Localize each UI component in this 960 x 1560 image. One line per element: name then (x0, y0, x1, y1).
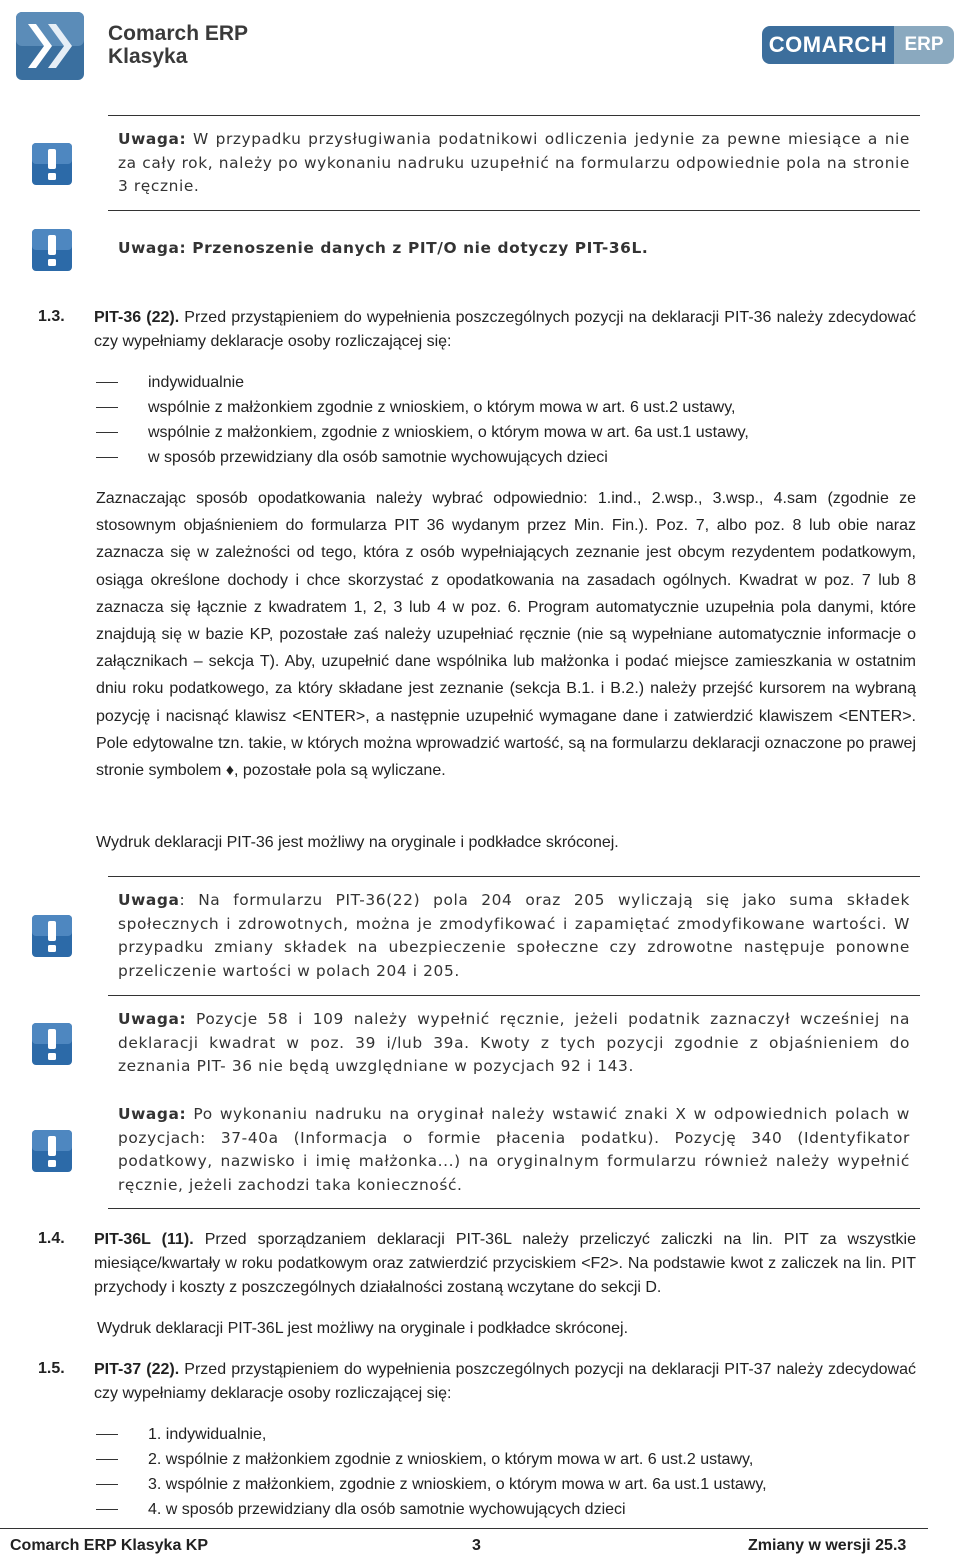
note-divider (108, 210, 920, 211)
warning-exclamation-icon (28, 912, 76, 960)
print-info: Wydruk deklaracji PIT-36L jest możliwy na oryginale i podkładce skróconej. (97, 1320, 629, 1337)
note-pit-o-transfer: Uwaga: Przenoszenie danych z PIT/O nie dotyczy PIT-36L. (118, 239, 649, 257)
section-body-paragraph: Zaznaczając sposób opodatkowania należy wybrać odpowiednio: 1.ind., 2.wsp., 3.wsp., 4.sam (zgodnie ze stosownym objaśnieniem do formularza PIT 36 wydanym przez Min. Fin.). Poz. 7, albo poz. 8 lub obie naraz zaznacza się w zależności od tego, która z osób wypełniających zeznanie jest obcym rezydentem podatkowym, osiąga określone dochody i chce skorzystać z opodatkowania na zasadach ogólnych. Kwadrat w poz. 7 lub 8 zaznacza się łącznie z kwadratem 1, 2, 3 lub 4 w poz. 6. Program automatycznie uzupełnia pola danymi, które znajdują się w bazie KP, pozostałe zaś należy uzupełniać ręcznie (nie są wypełniane automatycznie informacje o załącznikach – sekcja T). Aby, uzupełnić dane wspólnika lub małżonka i podać miejsce zamieszkania w ostatnim dniu roku podatkowego, za który składane jest zeznanie (sekcja B.1. i B.2.) należy przejść kursorem na wybraną pozycję i nacisnąć klawisz <ENTER>, a następnie uzupełnić wymagane dane i zatwierdzić klawiszem <ENTER>. Pole edytowalne tzn. takie, w których można wprowadzić wartość, są na formularzu deklaracji oznaczone po prawej stronie symbolem ♦, pozostałe pola są wyliczane. (96, 490, 916, 780)
note-divider (108, 115, 920, 116)
product-logo-text: Comarch ERP Klasyka (108, 22, 249, 68)
comarch-erp-brand-logo: COMARCH ERP (762, 26, 954, 64)
note-divider (108, 876, 920, 877)
footer-version: Zmiany w wersji 25.3 (748, 1537, 907, 1554)
footer-divider (0, 1528, 928, 1529)
footer-product: Comarch ERP Klasyka KP (10, 1537, 209, 1554)
warning-exclamation-icon (28, 140, 76, 188)
warning-exclamation-icon (28, 226, 76, 274)
note-divider (108, 1208, 920, 1209)
section-intro: PIT-36L (11). Przed sporządzaniem deklaracji PIT-36L należy przeliczyć zaliczki na lin. PIT za wszystkie miesiące/kwartały w roku podatkowym oraz zatwierdzić przyciskiem <F2>. Na podstawie kwot z zaliczek na lin. PIT przychody i koszty z poszczególnych działalności zostaną wczytane do sekcji D. (94, 1231, 917, 1296)
note-fields-58-109: Uwaga: Pozycje 58 i 109 należy wypełnić ręcznie, jeżeli podatnik zaznaczył wcześniej na deklaracji kwadrat w poz. 39 i/lub 39a. Kwoty z tych pozycji zgodnie z objaśnieniem do zeznania PIT- 36 nie będą uwzględniane w pozycjach 92 i 143. (118, 1010, 910, 1075)
note-divider (108, 995, 920, 996)
comarch-erp-klasyka-logo-icon (14, 10, 86, 82)
section-number: 1.3. (38, 308, 65, 325)
note-warning-deduction: Uwaga: W przypadku przysługiwania podatnikowi odliczenia jedynie za pewne miesiące a nie za cały rok, należy po wykonaniu nadruku uzupełnić na formularzu odpowiednie pola na stronie 3 ręcznie. (118, 130, 910, 195)
note-original-print: Uwaga: Po wykonaniu nadruku na oryginał należy wstawić znaki X w odpowiednich polach w pozycjach: 37-40a (Informacja o formie płacenia podatku). Pozycję 340 (Identyfikator podatkowy, nazwisko i imię małżonka...) na oryginalnym formularzu również należy wypełnić ręcznie, jeżeli zachodzi taka konieczność. (118, 1105, 910, 1194)
section-intro: PIT-37 (22). Przed przystąpieniem do wypełnienia poszczególnych pozycji na deklaracji PIT-37 należy zdecydować czy wypełniamy deklaracje osoby rozliczającej się: (94, 1361, 916, 1402)
section-number: 1.5. (38, 1360, 65, 1377)
section-number: 1.4. (38, 1230, 65, 1247)
section-intro: PIT-36 (22). Przed przystąpieniem do wypełnienia poszczególnych pozycji na deklaracji PIT-36 należy zdecydować czy wypełniamy deklaracje osoby rozliczającej się: (94, 309, 916, 350)
print-info: Wydruk deklaracji PIT-36 jest możliwy na oryginale i podkładce skróconej. (96, 834, 619, 851)
footer-page-number: 3 (472, 1537, 481, 1554)
warning-exclamation-icon (28, 1020, 76, 1068)
warning-exclamation-icon (28, 1127, 76, 1175)
note-fields-204-205: Uwaga: Na formularzu PIT-36(22) pola 204 oraz 205 wyliczają się jako suma składek społecznych i zdrowotnych, można je zmodyfikować i zapamiętać zmodyfikowane wartości. W przypadku zmiany składek na ubezpieczenie społeczne czy zdrowotne następuje ponowne przeliczenie wartości w polach 204 i 205. (118, 891, 910, 980)
